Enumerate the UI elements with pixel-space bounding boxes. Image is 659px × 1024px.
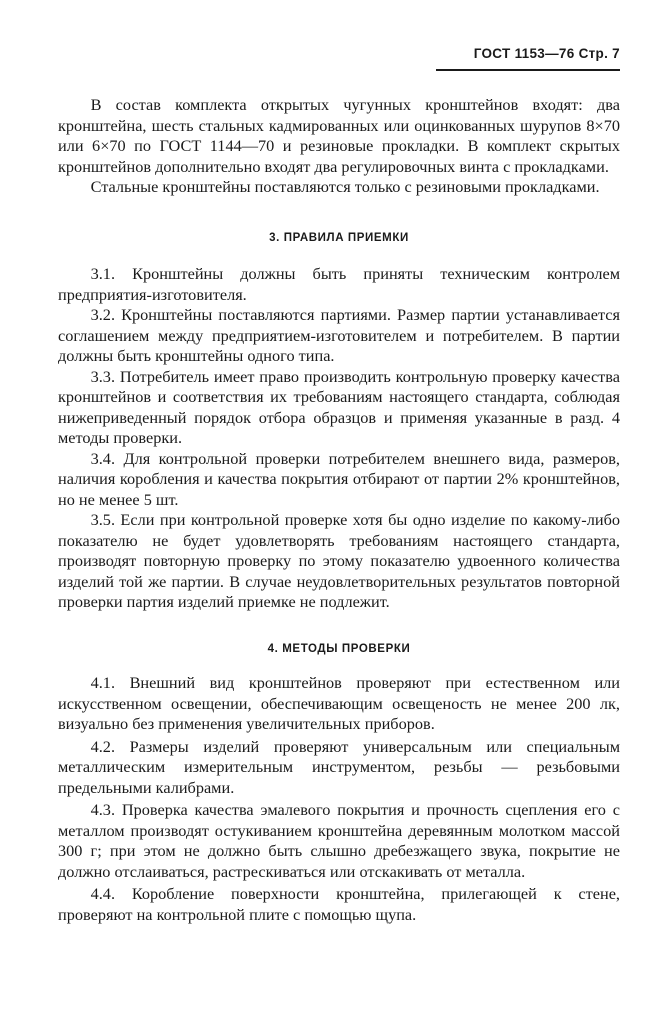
intro-paragraph: В состав комплекта открытых чугунных кронштейнов входят: два кронштейна, шесть стальных кадмированных или оцинкованных шурупов 8×70 или 6×70 по ГОСТ 1144—70 и резиновые прокладки. В комплект скрытых кронштейнов дополнительно входят два регулировочных винта с прокладками. bbox=[58, 95, 620, 176]
clause-3-5: 3.5. Если при контрольной проверке хотя бы одно изделие по какому-либо показателю не будет удовлетворять требованиям настоящего стандарта, производят повторную проверку по этому показателю удвоенного количества изделий той же партии. В случае неудовлетворительных результатов повторной проверки партия изделий приемке не подлежит. bbox=[58, 510, 620, 611]
clause-4-1: 4.1. Внешний вид кронштейнов проверяют при естественном или искусственном освещении, обеспечивающим освещеность не менее 200 лк, визуально без применения увеличительных приборов. bbox=[58, 673, 620, 733]
clause-3-2: 3.2. Кронштейны поставляются партиями. Размер партии устанавливается соглашением между предприятием-изготовителем и потребителем. В партии должны быть кронштейны одного типа. bbox=[58, 305, 620, 365]
clause-3-3: 3.3. Потребитель имеет право производить контрольную проверку качества кронштейнов и соответствия их требованиям настоящего стандарта, соблюдая нижеприведенный порядок отбора образцов и применяя указанные в разд. 4 методы проверки. bbox=[58, 366, 620, 447]
header-rule bbox=[436, 69, 620, 71]
clause-4-2: 4.2. Размеры изделий проверяют универсальным или специальным металлическим измерительным инструментом, резьбы — резьбовыми предельными калибрами. bbox=[58, 736, 620, 797]
section-3-title: 3. ПРАВИЛА ПРИЕМКИ bbox=[269, 231, 409, 244]
running-header: ГОСТ 1153—76 Стр. 7 bbox=[473, 46, 620, 61]
clause-3-4: 3.4. Для контрольной проверки потребителем внешнего вида, размеров, наличия коробления и качества покрытия отбирают от партии 2% кронштейнов, но не менее 5 шт. bbox=[58, 448, 620, 509]
clause-4-4: 4.4. Коробление поверхности кронштейна, прилегающей к стене, проверяют на контрольной плите с помощью щупа. bbox=[58, 884, 620, 924]
intro-paragraph: Стальные кронштейны поставляются только с резиновыми прокладками. bbox=[90, 177, 600, 196]
clause-4-3: 4.3. Проверка качества эмалевого покрытия и прочность сцепления его с металлом производят остукиванием кронштейна деревянным молотком массой 300 г; при этом не должно быть слышно дребезжащего звука, покрытие не должно отслаиваться, растрескиваться или отскакивать от металла. bbox=[58, 800, 620, 881]
section-4-title: 4. МЕТОДЫ ПРОВЕРКИ bbox=[267, 642, 411, 655]
clause-3-1: 3.1. Кронштейны должны быть приняты техническим контролем предприятия-изготовителя. bbox=[58, 264, 620, 304]
page-body bbox=[58, 95, 620, 925]
